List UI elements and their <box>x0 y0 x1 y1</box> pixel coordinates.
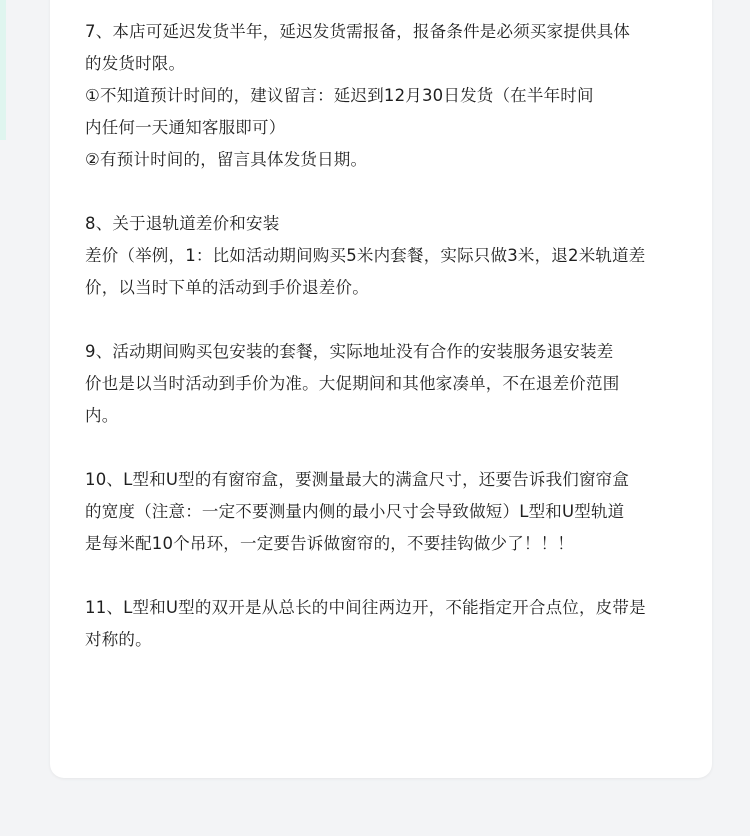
note-10 <box>85 464 695 560</box>
note-11 <box>85 592 695 656</box>
paragraph-gap <box>85 560 695 592</box>
note-10-line-2: 的宽度（注意：一定不要测量内侧的最小尺寸会导致做短）L型和U型轨道 <box>85 502 625 521</box>
note-8-line-3: 价，以当时下单的活动到手价退差价。 <box>85 278 369 297</box>
note-7-line-2: 的发货时限。 <box>85 54 186 73</box>
note-11-line-1: 11、L型和U型的双开是从总长的中间往两边开，不能指定开合点位，皮带是 <box>85 598 646 617</box>
note-11-line-2: 对称的。 <box>85 630 152 649</box>
note-8-line-1: 8、关于退轨道差价和安装 <box>85 214 280 233</box>
note-8-line-2: 差价（举例，1：比如活动期间购买5米内套餐，实际只做3米，退2米轨道差 <box>85 246 646 265</box>
note-7-line-4: 内任何一天通知客服即可） <box>85 118 286 137</box>
note-10-line-1: 10、L型和U型的有窗帘盒，要测量最大的满盒尺寸，还要告诉我们窗帘盒 <box>85 470 630 489</box>
note-9-line-2: 价也是以当时活动到手价为准。大促期间和其他家凑单，不在退差价范围 <box>85 374 620 393</box>
note-7 <box>85 16 695 176</box>
paragraph-gap <box>85 432 695 464</box>
note-9-line-3: 内。 <box>85 406 119 425</box>
note-10-line-3: 是每米配10个吊环，一定要告诉做窗帘的，不要挂钩做少了！！！ <box>85 534 574 553</box>
notice-content <box>85 16 695 656</box>
note-9 <box>85 336 695 432</box>
note-7-line-5: ②有预计时间的，留言具体发货日期。 <box>85 150 368 169</box>
paragraph-gap <box>85 176 695 208</box>
note-7-line-3: ①不知道预计时间的，建议留言：延迟到12月30日发货（在半年时间 <box>85 86 594 105</box>
note-9-line-1: 9、活动期间购买包安装的套餐，实际地址没有合作的安装服务退安装差 <box>85 342 614 361</box>
edge-tint <box>0 0 6 140</box>
paragraph-gap <box>85 304 695 336</box>
note-8 <box>85 208 695 304</box>
note-7-line-1: 7、本店可延迟发货半年，延迟发货需报备，报备条件是必须买家提供具体 <box>85 22 631 41</box>
